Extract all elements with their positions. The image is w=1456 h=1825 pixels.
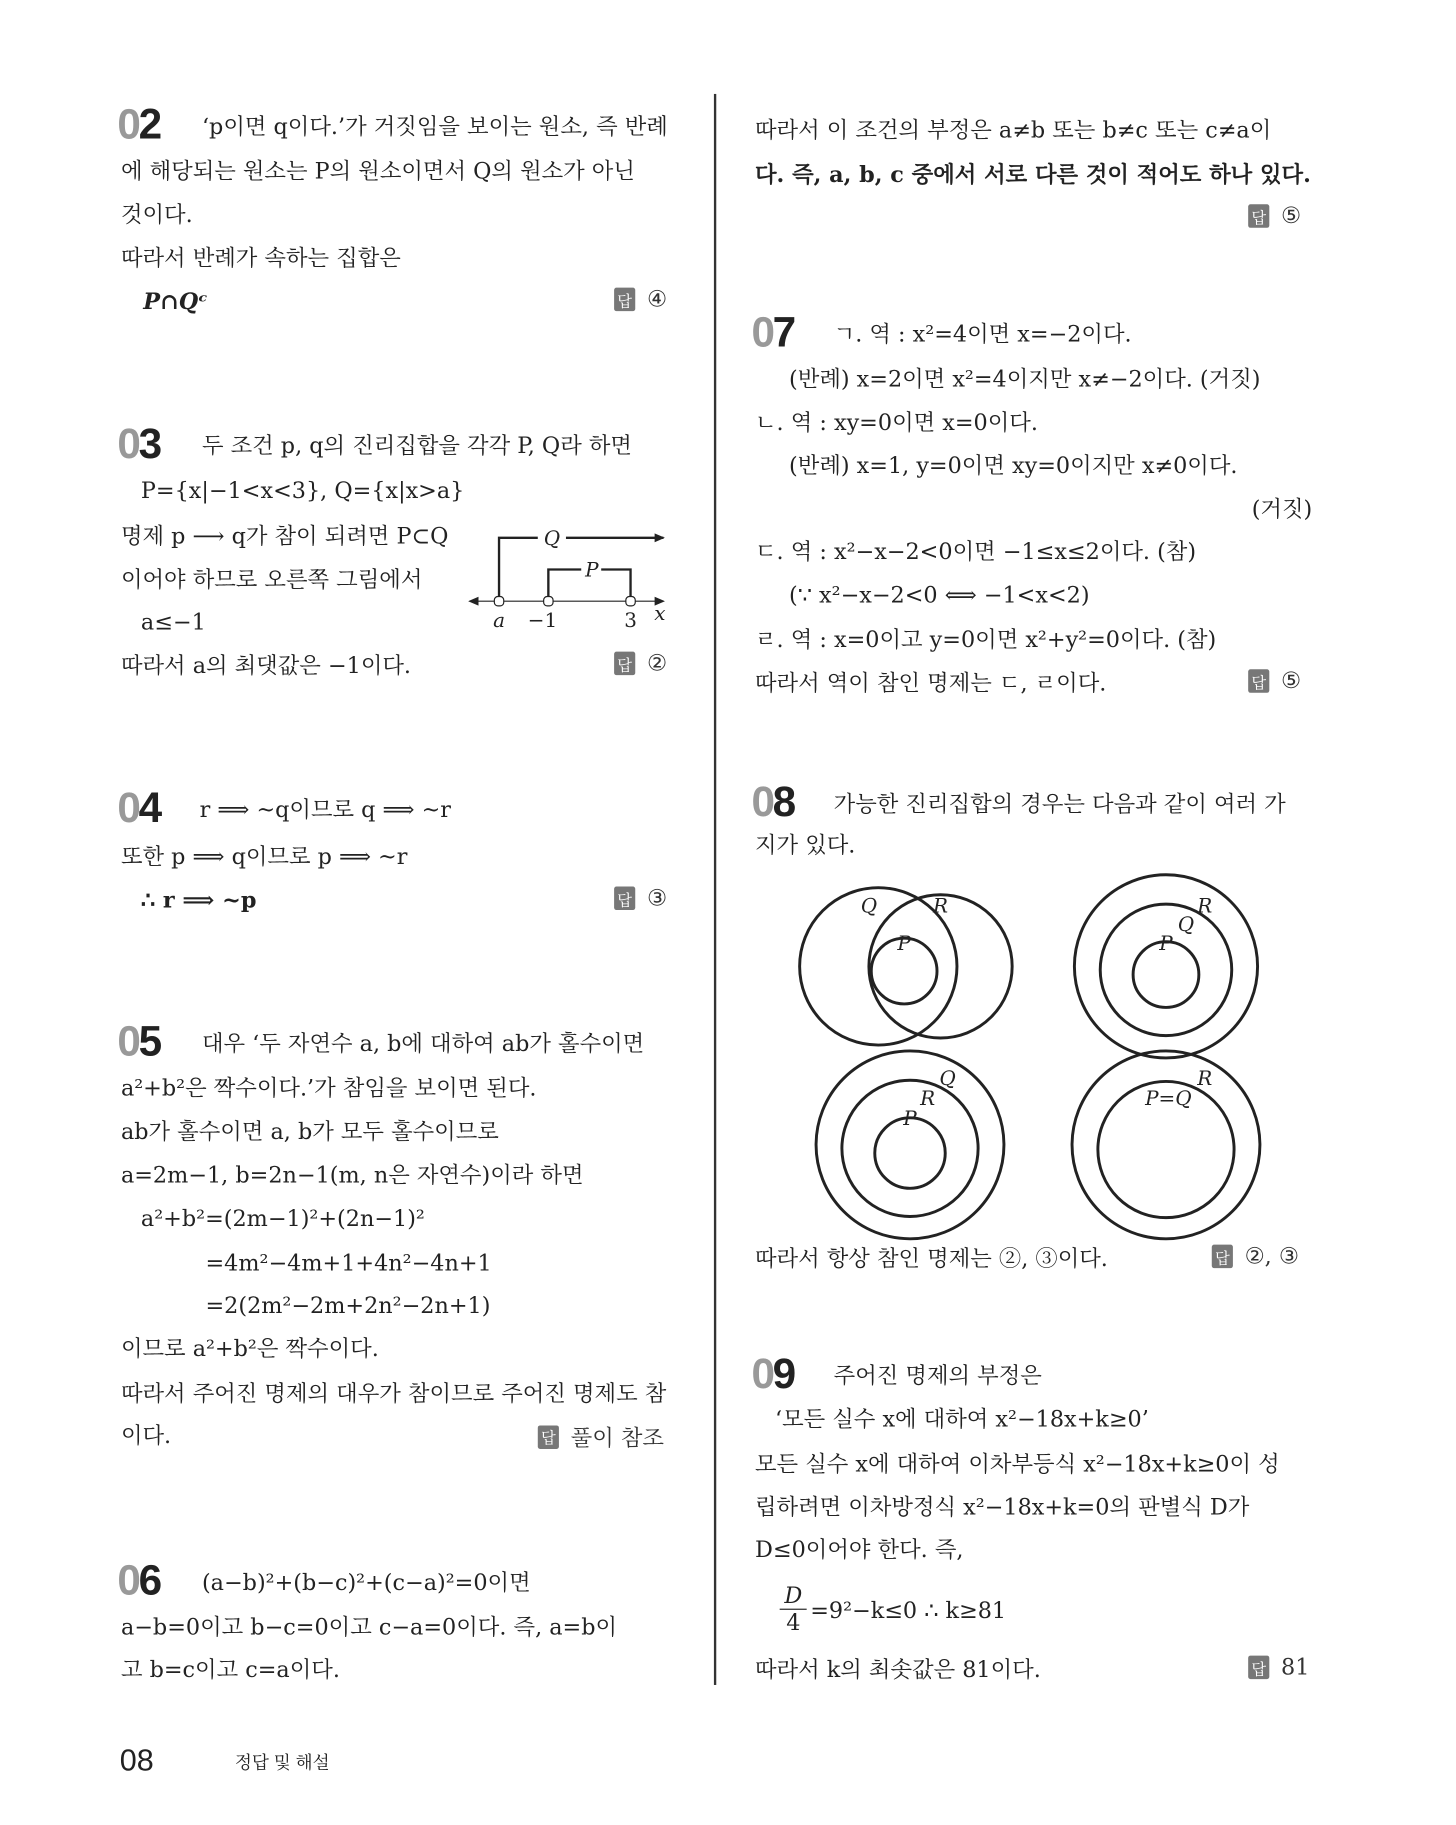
text-line: 따라서 항상 참인 명제는 ②, ③이다. [755, 1245, 1108, 1272]
answer [1248, 203, 1301, 229]
tick-minus1: −1 [527, 608, 558, 633]
answer-value: ②, ③ [1244, 1243, 1299, 1270]
text-line: (반례) x=2이면 x²=4이지만 x≠−2이다. (거짓) [789, 366, 1261, 393]
text-line: 따라서 반례가 속하는 집합은 [120, 245, 401, 272]
num-digit: 3 [138, 419, 160, 468]
text-line: D≤0이어야 한다. 즉, [755, 1537, 964, 1563]
text-line: =2(2m²−2m+2n²−2n+1) [205, 1292, 491, 1319]
text-line: ㄷ. 역 : x²−x−2<0이면 −1≤x≤2이다. (참) [755, 538, 1197, 565]
text-line: (거짓) [1251, 496, 1313, 523]
num-digit: 0 [117, 99, 139, 148]
text-line: ㄱ. 역 : x²=4이면 x=−2이다. [833, 321, 1132, 348]
text-line: 것이다. [120, 201, 193, 228]
text-line: 이므로 a²+b²은 짝수이다. [120, 1336, 379, 1363]
venn-label: Q [1177, 912, 1195, 937]
num-digit: 7 [772, 307, 794, 356]
answer-badge-icon: 답 [1248, 669, 1269, 692]
answer [1248, 668, 1301, 694]
text-line: r ⟹ ~q이므로 q ⟹ ~r [199, 797, 451, 824]
text-line: 다. 즉, a, b, c 중에서 서로 다른 것이 적어도 하나 있다. [755, 162, 1311, 188]
problem-number-05 [117, 1017, 159, 1066]
venn-label: P [903, 1105, 917, 1130]
venn-label: P [897, 930, 911, 955]
page-number: 08 [119, 1742, 154, 1778]
fraction-D-over-4 [780, 1583, 807, 1636]
point-minus1 [544, 596, 553, 605]
answer-value: ③ [646, 885, 668, 912]
text-line: ㄹ. 역 : x=0이고 y=0이면 x²+y²=0이다. (참) [755, 627, 1217, 653]
label-Q: Q [543, 525, 561, 550]
text-line: 따라서 이 조건의 부정은 a≠b 또는 b≠c 또는 c≠a이 [755, 117, 1272, 144]
text-line: P={x|−1<x<3}, Q={x|x>a} [140, 477, 465, 504]
text-line: 따라서 역이 참인 명제는 ㄷ, ㄹ이다. [755, 670, 1107, 697]
text-line: 에 해당되는 원소는 P의 원소이면서 Q의 원소가 아닌 [120, 158, 635, 185]
venn-label: P [1159, 930, 1173, 955]
answer-badge-icon: 답 [614, 288, 635, 311]
venn-label: Q [939, 1065, 956, 1090]
num-digit: 0 [117, 419, 139, 468]
text-line: (a−b)²+(b−c)²+(c−a)²=0이면 [201, 1569, 531, 1596]
answer-badge-icon: 답 [1248, 1656, 1269, 1679]
num-digit: 0 [117, 1555, 139, 1604]
answer-value: ② [646, 650, 668, 677]
problem-number-06 [117, 1556, 159, 1605]
answer-badge-icon: 답 [614, 652, 635, 675]
text-line: 이다. [120, 1423, 172, 1449]
venn-2 [1074, 875, 1257, 1058]
text-line: (반례) x=1, y=0이면 xy=0이지만 x≠0이다. [789, 453, 1238, 480]
fraction-denominator: 4 [786, 1609, 801, 1636]
answer-badge-icon: 답 [614, 887, 635, 910]
text-line: 대우 ‘두 자연수 a, b에 대하여 ab가 홀수이면 [201, 1030, 645, 1057]
problem-number-04 [117, 783, 159, 832]
text-line: ‘모든 실수 x에 대하여 x²−18x+k≥0’ [774, 1406, 1149, 1433]
text-line: 따라서 a의 최댓값은 −1이다. [120, 652, 412, 679]
text-line: (∵ x²−x−2<0 ⟺ −1<x<2) [789, 582, 1090, 609]
venn-label: R [1197, 893, 1213, 918]
venn-label: R [920, 1085, 936, 1110]
answer [538, 1421, 664, 1453]
answer-badge-icon: 답 [1248, 204, 1269, 227]
num-digit: 8 [772, 777, 794, 826]
venn-label: R [933, 893, 949, 918]
text-line: =9²−k≤0 ∴ k≥81 [810, 1598, 1007, 1624]
num-digit: 0 [751, 1349, 773, 1398]
venn-label: P=Q [1145, 1085, 1192, 1110]
axis-label-x: x [654, 600, 666, 625]
answer [614, 885, 667, 911]
text-line: 가능한 진리집합의 경우는 다음과 같이 여러 가 [833, 791, 1286, 818]
num-digit: 6 [138, 1555, 160, 1604]
num-digit: 2 [138, 99, 160, 148]
text-line: a=2m−1, b=2n−1(m, n은 자연수)이라 하면 [120, 1162, 584, 1189]
num-digit: 0 [117, 783, 139, 832]
answer-value: ⑤ [1281, 203, 1302, 229]
text-line: ‘p이면 q이다.’가 거짓임을 보이는 원소, 즉 반례 [201, 113, 668, 140]
text-line: 따라서 주어진 명제의 대우가 참이므로 주어진 명제도 참 [120, 1380, 667, 1407]
num-digit: 9 [772, 1349, 794, 1398]
num-digit: 4 [138, 783, 160, 832]
num-digit: 0 [751, 307, 773, 356]
result-formula: P∩Qᶜ [143, 288, 208, 315]
problem-number-07 [751, 308, 793, 357]
text-line: a−b=0이고 b−c=0이고 c−a=0이다. 즉, a=b이 [120, 1614, 618, 1641]
tick-3: 3 [624, 608, 637, 633]
footer-title: 정답 및 해설 [234, 1753, 330, 1774]
Q-arrow [655, 534, 663, 541]
answer-value: ⑤ [1281, 668, 1302, 694]
venn-label: R [1197, 1065, 1213, 1090]
problem-number-08 [751, 777, 793, 826]
text-line: =4m²−4m+1+4n²−4n+1 [205, 1250, 492, 1277]
answer-value: ④ [646, 286, 668, 313]
text-line: a²+b²은 짝수이다.’가 참임을 보이면 된다. [120, 1075, 537, 1102]
text-line: ∴ r ⟹ ~p [140, 887, 257, 914]
num-digit: 0 [751, 777, 773, 826]
text-line: 이어야 하므로 오른쪽 그림에서 [120, 567, 423, 593]
point-3 [626, 596, 635, 605]
venn-label: Q [860, 893, 878, 918]
text-line: 모든 실수 x에 대하여 이차부등식 x²−18x+k≥0이 성 [755, 1451, 1280, 1478]
answer [1212, 1243, 1299, 1269]
point-a [494, 596, 503, 605]
num-digit: 5 [138, 1016, 160, 1065]
text-line: ㄴ. 역 : xy=0이면 x=0이다. [755, 409, 1038, 436]
text-line: 주어진 명제의 부정은 [833, 1363, 1042, 1390]
fraction-numerator: D [780, 1583, 807, 1610]
text-line: 명제 p ⟶ q가 참이 되려면 P⊂Q [120, 523, 449, 550]
text-line: a≤−1 [140, 609, 206, 636]
answer-value: 81 [1281, 1654, 1310, 1681]
text-line: 또한 p ⟹ q이므로 p ⟹ ~r [120, 844, 408, 871]
answer [1248, 1654, 1309, 1680]
venn-1 [800, 888, 1013, 1045]
text-line: 고 b=c이고 c=a이다. [120, 1656, 340, 1683]
label-P: P [585, 557, 599, 582]
text-line: 지가 있다. [755, 832, 856, 859]
problem-number-09 [751, 1349, 793, 1398]
text-line: 두 조건 p, q의 진리집합을 각각 P, Q라 하면 [201, 433, 632, 460]
answer-badge-icon: 답 [538, 1425, 559, 1448]
text-line: 립하려면 이차방정식 x²−18x+k=0의 판별식 D가 [755, 1494, 1250, 1521]
num-digit: 0 [117, 1016, 139, 1065]
text-line: a²+b²=(2m−1)²+(2n−1)² [140, 1205, 425, 1232]
tick-a: a [493, 608, 505, 633]
answer-badge-icon: 답 [1212, 1245, 1233, 1268]
venn-3 [816, 1051, 1004, 1239]
answer-value: 풀이 참조 [570, 1425, 664, 1452]
venn-4 [1072, 1051, 1260, 1239]
number-line-diagram [470, 534, 664, 606]
text-line: 따라서 k의 최솟값은 81이다. [755, 1656, 1041, 1683]
text-line: ab가 홀수이면 a, b가 모두 홀수이므로 [120, 1119, 499, 1145]
